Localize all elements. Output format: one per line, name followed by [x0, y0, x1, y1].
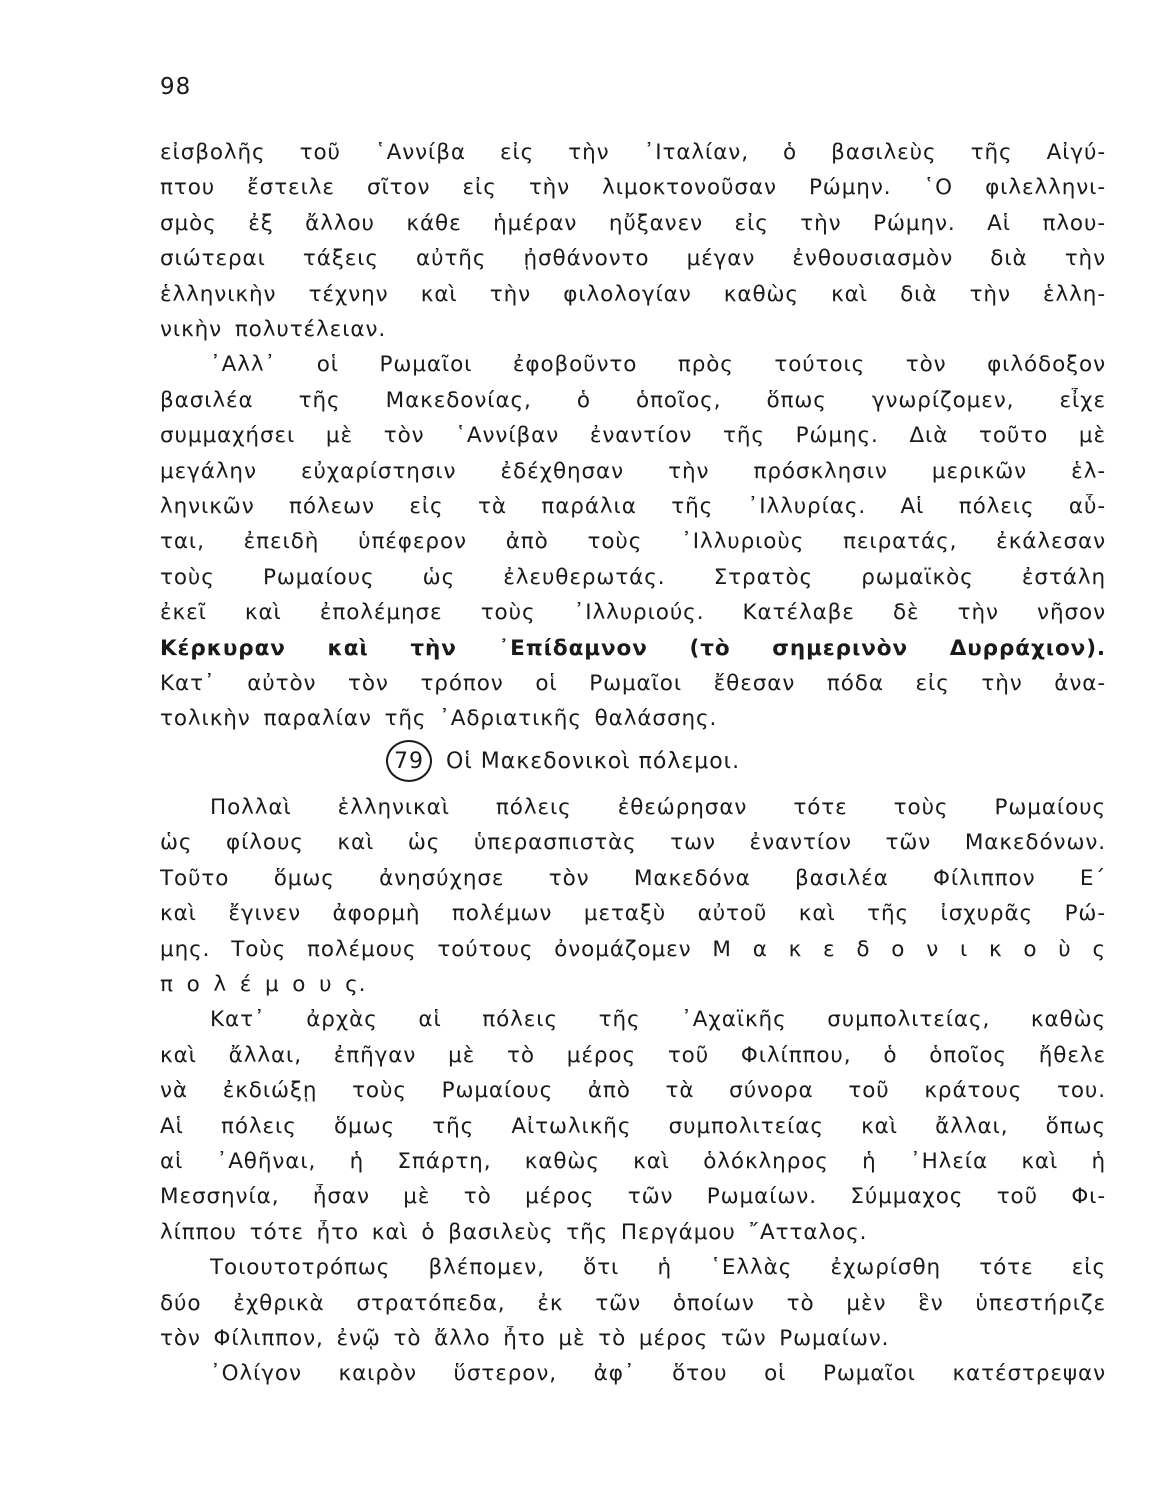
text-line: Κατ᾿ ἀρχὰς αἱ πόλεις τῆς ᾿Αχαϊκῆς συμπολιτείας, καθὼς [210, 1007, 1106, 1032]
text-line: καὶ ἔγινεν ἀφορμὴ πολέμων μεταξὺ αὐτοῦ καὶ τῆς ἰσχυρᾶς Ρώ- [160, 901, 1106, 926]
page-number: 98 [160, 74, 192, 100]
text-line: ληνικῶν πόλεων εἰς τὰ παράλια τῆς ᾿Ιλλυρίας. Αἱ πόλεις αὗ- [160, 494, 1106, 519]
text-line: συμμαχήσει μὲ τὸν ῾Αννίβαν ἐναντίον τῆς Ρώμης. Διὰ τοῦτο μὲ [160, 423, 1106, 448]
section-title: Οἱ Μακεδονικοὶ πόλεμοι. [446, 748, 741, 774]
text-line: δύο ἐχθρικὰ στρατόπεδα, ἐκ τῶν ὁποίων τὸ μὲν ἓν ὑπεστήριζε [160, 1291, 1106, 1316]
text-line: ᾿Αλλ᾿ οἱ Ρωμαῖοι ἐφοβοῦντο πρὸς τούτοις τὸν φιλόδοξον [210, 352, 1106, 377]
text-line: Αἱ πόλεις ὅμως τῆς Αἰτωλικῆς συμπολιτείας καὶ ἄλλαι, ὅπως [160, 1114, 1106, 1139]
text-line: Πολλαὶ ἑλληνικαὶ πόλεις ἐθεώρησαν τότε τοὺς Ρωμαίους [210, 795, 1106, 820]
text-line: ἑλληνικὴν τέχνην καὶ τὴν φιλολογίαν καθὼς καὶ διὰ τὴν ἑλλη- [160, 282, 1106, 307]
text-line: Τοιουτοτρόπως βλέπομεν, ὅτι ἡ ῾Ελλὰς ἐχωρίσθη τότε εἰς [210, 1255, 1106, 1280]
text-line: ται, ἐπειδὴ ὑπέφερον ἀπὸ τοὺς ᾿Ιλλυριοὺς πειρατάς, ἐκάλεσαν [160, 529, 1106, 554]
text-line: π ο λ έ μ ο υ ς. [160, 972, 367, 997]
text-line: Κατ᾿ αὐτὸν τὸν τρόπον οἱ Ρωμαῖοι ἔθεσαν πόδα εἰς τὴν ἀνα- [160, 671, 1106, 696]
text-line: εἰσβολῆς τοῦ ῾Αννίβα εἰς τὴν ᾿Ιταλίαν, ὁ βασιλεὺς τῆς Αἰγύ- [160, 140, 1106, 165]
text-line: τολικὴν παραλίαν τῆς ᾿Αδριατικῆς θαλάσσης. [160, 706, 718, 731]
text-line: ᾿Ολίγον καιρὸν ὕστερον, ἀφ᾿ ὅτου οἱ Ρωμαῖοι κατέστρεψαν [210, 1361, 1106, 1386]
text-line: νικὴν πολυτέλειαν. [160, 317, 387, 342]
text-line: πτου ἔστειλε σῖτον εἰς τὴν λιμοκτονοῦσαν Ρώμην. ῾Ο φιλελληνι- [160, 175, 1106, 200]
text-line: σμὸς ἐξ ἄλλου κάθε ἡμέραν ηὔξανεν εἰς τὴν Ρώμην. Αἱ πλου- [160, 211, 1106, 236]
text-line: καὶ ἄλλαι, ἐπῆγαν μὲ τὸ μέρος τοῦ Φιλίππου, ὁ ὁποῖος ἤθελε [160, 1043, 1106, 1068]
text-line: τὸν Φίλιππον, ἐνῷ τὸ ἄλλο ἦτο μὲ τὸ μέρος τῶν Ρωμαίων. [160, 1326, 890, 1351]
text-line: μεγάλην εὐχαρίστησιν ἐδέχθησαν τὴν πρόσκλησιν μερικῶν ἑλ- [160, 459, 1106, 484]
text-line: νὰ ἐκδιώξῃ τοὺς Ρωμαίους ἀπὸ τὰ σύνορα τοῦ κράτους του. [160, 1078, 1106, 1103]
section-heading [386, 740, 740, 782]
text-line: Τοῦτο ὅμως ἀνησύχησε τὸν Μακεδόνα βασιλέα Φίλιππον Ε΄ [160, 866, 1106, 891]
text-line: τοὺς Ρωμαίους ὡς ἐλευθερωτάς. Στρατὸς ρωμαϊκὸς ἐστάλη [160, 565, 1106, 590]
text-line: ὡς φίλους καὶ ὡς ὑπερασπιστὰς των ἐναντίον τῶν Μακεδόνων. [160, 830, 1106, 855]
text-line: μης. Τοὺς πολέμους τούτους ὀνομάζομεν Μ α κ ε δ ο ν ι κ ο ὺ ς [160, 937, 1106, 962]
text-line: βασιλέα τῆς Μακεδονίας, ὁ ὁποῖος, ὅπως γνωρίζομεν, εἶχε [160, 388, 1106, 413]
section-number: 79 [386, 740, 432, 782]
text-line: Κέρκυραν καὶ τὴν ᾿Επίδαμνον (τὸ σημερινὸν Δυρράχιον). [160, 636, 1106, 661]
text-line: Μεσσηνία, ἦσαν μὲ τὸ μέρος τῶν Ρωμαίων. Σύμμαχος τοῦ Φι- [160, 1184, 1106, 1209]
text-line: σιώτεραι τάξεις αὐτῆς ᾐσθάνοντο μέγαν ἐνθουσιασμὸν διὰ τὴν [160, 246, 1106, 271]
text-line: αἱ ᾿Αθῆναι, ἡ Σπάρτη, καθὼς καὶ ὁλόκληρος ἡ ᾿Ηλεία καὶ ἡ [160, 1149, 1106, 1174]
text-line: λίππου τότε ἦτο καὶ ὁ βασιλεὺς τῆς Περγάμου ῎Ατταλος. [160, 1220, 868, 1245]
text-line: ἐκεῖ καὶ ἐπολέμησε τοὺς ᾿Ιλλυριούς. Κατέλαβε δὲ τὴν νῆσον [160, 600, 1106, 625]
